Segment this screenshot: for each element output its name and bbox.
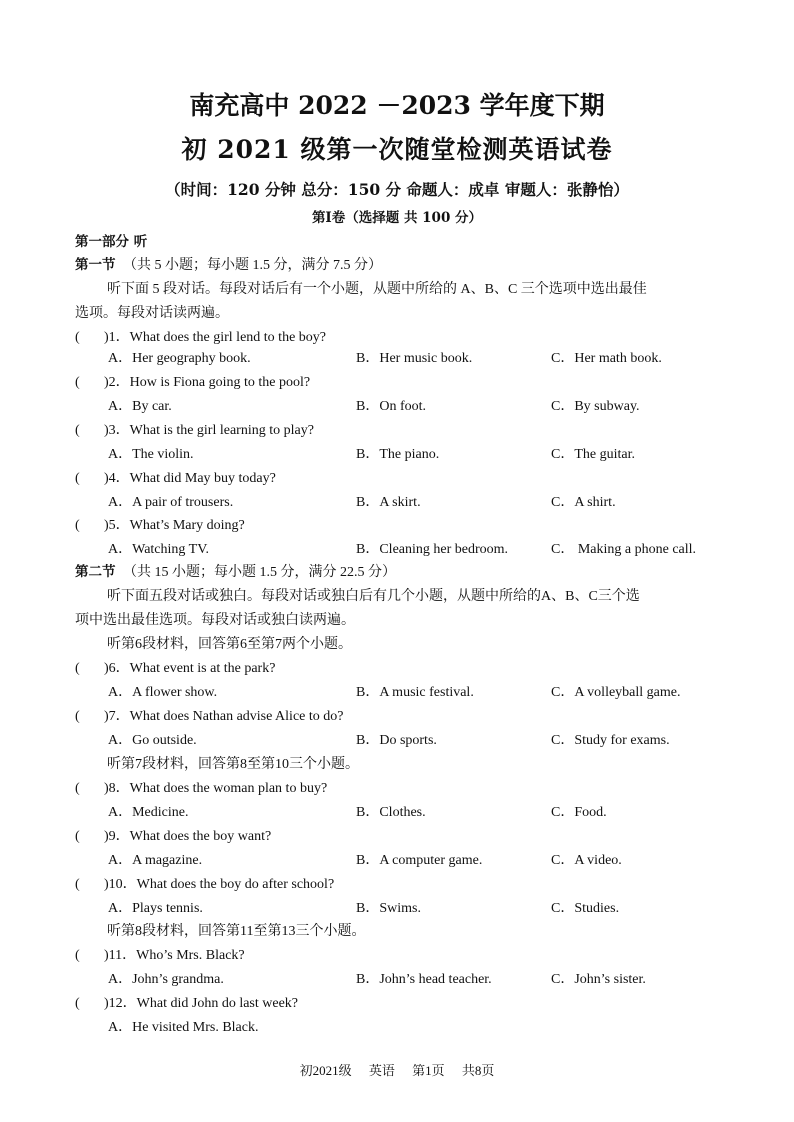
question-9: )9．What does the boy want? <box>104 829 272 844</box>
question-8: )8．What does the woman plan to buy? <box>104 781 328 796</box>
option-c: C．A volleyball game. <box>551 685 681 700</box>
option-a: A．Watching TV. <box>108 542 210 557</box>
section2-instruction: 听下面五段对话或独白。每段对话或独白后有几个小题，从题中所给的A、B、C三个选 <box>107 589 640 604</box>
option-b: B．Do sports. <box>356 733 437 748</box>
exam-meta: （时间：120 分钟 总分：150 分 命题人：成卓 审题人：张静怡） <box>165 180 629 199</box>
answer-blank[interactable]: ( <box>75 330 80 345</box>
question-12: )12．What did John do last week? <box>104 996 299 1011</box>
answer-blank[interactable]: ( <box>75 948 80 963</box>
option-a: A．The violin. <box>108 447 194 462</box>
option-c: C．Study for exams. <box>551 733 670 748</box>
option-c: C．Her math book. <box>551 351 662 366</box>
option-c: C．By subway. <box>551 399 640 414</box>
question-6: )6．What event is at the park? <box>104 661 276 676</box>
option-b: B．On foot. <box>356 399 426 414</box>
question-2: )2．How is Fiona going to the pool? <box>104 375 311 390</box>
section1-instruction-cont: 选项。每段对话读两遍。 <box>75 306 229 321</box>
answer-blank[interactable]: ( <box>75 829 80 844</box>
option-b: B．Her music book. <box>356 351 473 366</box>
answer-blank[interactable]: ( <box>75 781 80 796</box>
option-b: B．Cleaning her bedroom. <box>356 542 509 557</box>
answer-blank[interactable]: ( <box>75 709 80 724</box>
section1-instruction: 听下面 5 段对话。每段对话后有一个小题，从题中所给的 A、B、C 三个选项中选出最佳 <box>107 282 647 297</box>
option-c: C．Studies. <box>551 901 620 916</box>
option-a: A．By car. <box>108 399 172 414</box>
question-11: )11．Who’s Mrs. Black? <box>104 948 245 963</box>
question-7: )7．What does Nathan advise Alice to do? <box>104 709 344 724</box>
exam-title-line1: 南充高中 2022 －2023 学年度下期 <box>189 91 605 120</box>
option-b: B．A music festival. <box>356 685 474 700</box>
option-a: A．Her geography book. <box>108 351 251 366</box>
option-b: B．The piano. <box>356 447 440 462</box>
footer-page: 第1页 <box>412 1063 445 1078</box>
option-a: A．He visited Mrs. Black. <box>108 1020 259 1035</box>
option-a: A．Plays tennis. <box>108 901 203 916</box>
section2-info: （共 15 小题；每小题 1.5 分，满分 22.5 分） <box>123 565 396 580</box>
answer-blank[interactable]: ( <box>75 471 80 486</box>
section1-info: （共 5 小题；每小题 1.5 分，满分 7.5 分） <box>123 258 382 273</box>
question-5: )5．What’s Mary doing? <box>104 518 245 533</box>
material-7-instruction: 听第7段材料，回答第8至第10三个小题。 <box>107 757 359 772</box>
answer-blank[interactable]: ( <box>75 518 80 533</box>
answer-blank[interactable]: ( <box>75 877 80 892</box>
material-8-instruction: 听第8段材料，回答第11至第13三个小题。 <box>107 924 366 939</box>
volume-heading: 第Ⅰ卷（选择题 共 100 分） <box>311 210 483 226</box>
page-footer <box>0 1060 794 1079</box>
option-c: C． Making a phone call. <box>551 542 697 557</box>
answer-blank[interactable]: ( <box>75 423 80 438</box>
exam-title-line2: 初 2021 级第一次随堂检测英语试卷 <box>181 135 613 164</box>
option-a: A．Go outside. <box>108 733 197 748</box>
section2-instruction-cont: 项中选出最佳选项。每段对话或独白读两遍。 <box>75 613 355 628</box>
question-1: )1．What does the girl lend to the boy? <box>104 330 326 345</box>
question-4: )4．What did May buy today? <box>104 471 276 486</box>
answer-blank[interactable]: ( <box>75 375 80 390</box>
option-b: B．A computer game. <box>356 853 483 868</box>
footer-grade: 初2021级 <box>299 1063 352 1078</box>
question-3: )3．What is the girl learning to play? <box>104 423 314 438</box>
material-6-instruction: 听第6段材料，回答第6至第7两个小题。 <box>107 637 352 652</box>
option-b: B．Swims. <box>356 901 421 916</box>
answer-blank[interactable]: ( <box>75 996 80 1011</box>
footer-total: 共8页 <box>461 1063 495 1078</box>
part1-title: 第一部分 听 <box>75 234 148 250</box>
question-10: )10．What does the boy do after school? <box>104 877 335 892</box>
option-c: C．A shirt. <box>551 495 616 510</box>
option-a: A．John’s grandma. <box>108 972 224 987</box>
answer-blank[interactable]: ( <box>75 661 80 676</box>
option-a: A．A flower show. <box>108 685 218 700</box>
section2-title: 第二节 <box>75 564 116 580</box>
option-b: B．A skirt. <box>356 495 421 510</box>
option-a: A．A magazine. <box>108 853 203 868</box>
option-c: C．Food. <box>551 805 607 820</box>
option-b: B．Clothes. <box>356 805 426 820</box>
option-c: C．The guitar. <box>551 447 635 462</box>
footer-subject: 英语 <box>368 1063 395 1078</box>
option-c: C．John’s sister. <box>551 972 646 987</box>
option-b: B．John’s head teacher. <box>356 972 492 987</box>
option-a: A．Medicine. <box>108 805 189 820</box>
option-a: A．A pair of trousers. <box>108 495 234 510</box>
option-c: C．A video. <box>551 853 622 868</box>
section1-title: 第一节 <box>75 257 116 273</box>
